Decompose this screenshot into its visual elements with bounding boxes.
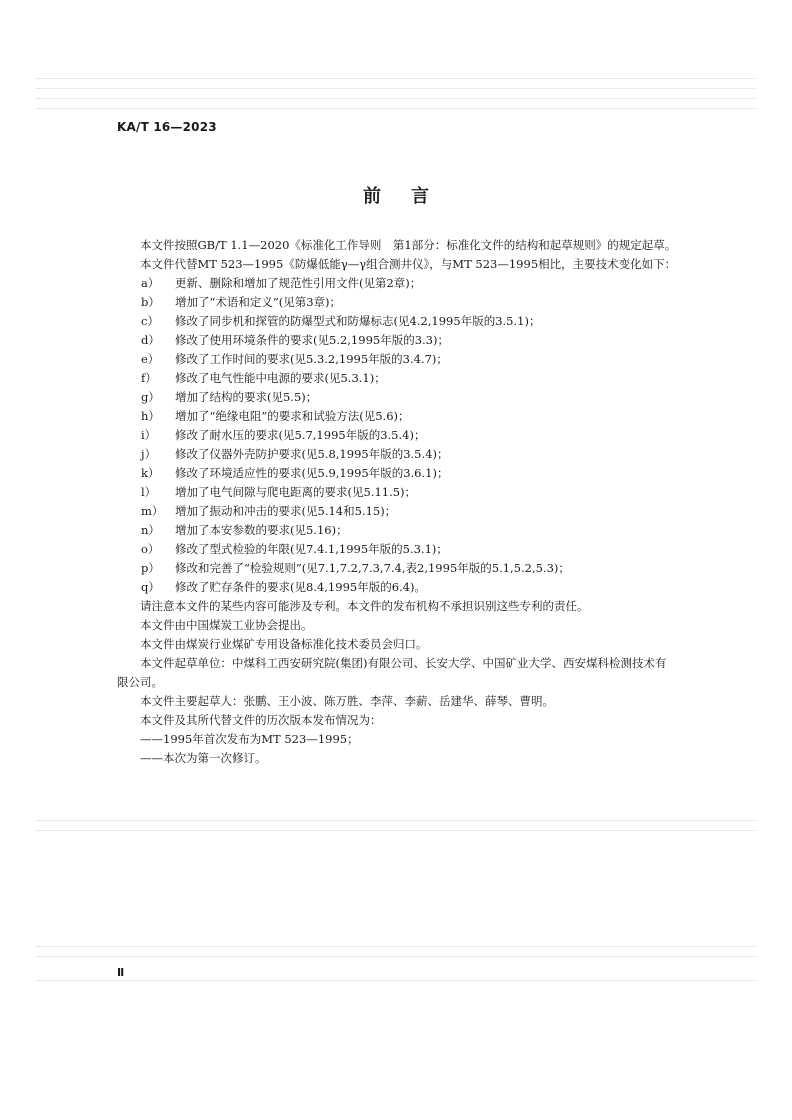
list-item-text: 修改了贮存条件的要求(见8.4,1995年版的6.4)。 bbox=[175, 580, 426, 594]
list-item-label: e） bbox=[141, 352, 160, 366]
list-item-text: 修改了耐水压的要求(见5.7,1995年版的3.5.4)； bbox=[175, 428, 426, 442]
list-item bbox=[117, 388, 677, 407]
drafters: 本文件主要起草人：张鹏、王小波、陈万胜、李萍、李薪、岳建华、薛琴、曹明。 bbox=[140, 694, 554, 708]
list-item bbox=[117, 274, 677, 293]
intro-paragraph: 本文件代替MT 523—1995《防爆低能γ—γ组合测井仪》，与MT 523—1995相比，主要技术变化如下： bbox=[140, 257, 677, 271]
drafting-units: 本文件起草单位：中煤科工西安研究院(集团)有限公司、长安大学、中国矿业大学、西安煤科检测技术有限公司。 bbox=[117, 656, 667, 689]
changes-list bbox=[117, 274, 677, 597]
list-item-label: j） bbox=[141, 447, 157, 461]
list-item-text: 增加了电气间隙与爬电距离的要求(见5.11.5)； bbox=[175, 485, 417, 499]
scan-line bbox=[36, 820, 756, 821]
intro-paragraph: 本文件按照GB/T 1.1—2020《标准化工作导则 第1部分：标准化文件的结构和起草规则》的规定起草。 bbox=[140, 238, 677, 252]
list-item bbox=[117, 407, 677, 426]
list-item bbox=[117, 578, 677, 597]
list-item bbox=[117, 445, 677, 464]
list-item-label: d） bbox=[141, 333, 160, 347]
list-item-text: 修改了使用环境条件的要求(见5.2,1995年版的3.3)； bbox=[175, 333, 449, 347]
list-item-label: n） bbox=[141, 523, 160, 537]
scan-line bbox=[36, 98, 756, 99]
list-item-text: 增加了振动和冲击的要求(见5.14和5.15)； bbox=[175, 504, 397, 518]
history-item: ——本次为第一次修订。 bbox=[140, 751, 267, 765]
list-item-text: 修改和完善了“检验规则”(见7.1,7.2,7.3,7.4,表2,1995年版的5.1,5.2,5.3)； bbox=[175, 561, 570, 575]
list-item-text: 增加了“术语和定义”(见第3章)； bbox=[175, 295, 342, 309]
scan-line bbox=[36, 108, 756, 109]
list-item-label: l） bbox=[141, 485, 157, 499]
list-item bbox=[117, 312, 677, 331]
history-intro: 本文件及其所代替文件的历次版本发布情况为： bbox=[140, 713, 382, 727]
page-title: 前言 bbox=[363, 186, 459, 207]
list-item-label: o） bbox=[141, 542, 160, 556]
list-item bbox=[117, 293, 677, 312]
list-item-text: 增加了结构的要求(见5.5)； bbox=[175, 390, 318, 404]
list-item-text: 修改了电气性能中电源的要求(见5.3.1)； bbox=[175, 371, 386, 385]
list-item-text: 修改了环境适应性的要求(见5.9,1995年版的3.6.1)； bbox=[175, 466, 449, 480]
list-item-label: f） bbox=[141, 371, 157, 385]
list-item-label: m） bbox=[141, 504, 164, 518]
list-item-label: i） bbox=[141, 428, 157, 442]
list-item bbox=[117, 502, 677, 521]
list-item-label: b） bbox=[141, 295, 160, 309]
list-item-label: p） bbox=[141, 561, 160, 575]
page-number: Ⅱ bbox=[117, 966, 125, 979]
list-item-label: q） bbox=[141, 580, 160, 594]
list-item-text: 增加了“绝缘电阻”的要求和试验方法(见5.6)； bbox=[175, 409, 410, 423]
list-item-label: a） bbox=[141, 276, 160, 290]
committee-note: 本文件由煤炭行业煤矿专用设备标准化技术委员会归口。 bbox=[140, 637, 428, 651]
list-item-text: 修改了型式检验的年限(见7.4.1,1995年版的5.3.1)； bbox=[175, 542, 448, 556]
patent-note: 请注意本文件的某些内容可能涉及专利。本文件的发布机构不承担识别这些专利的责任。 bbox=[140, 599, 589, 613]
list-item-text: 更新、删除和增加了规范性引用文件(见第2章)； bbox=[175, 276, 422, 290]
list-item-text: 修改了工作时间的要求(见5.3.2,1995年版的3.4.7)； bbox=[175, 352, 448, 366]
list-item-label: k） bbox=[141, 466, 160, 480]
list-item-text: 修改了仪器外壳防护要求(见5.8,1995年版的3.5.4)； bbox=[175, 447, 449, 461]
standard-code: KA/T 16—2023 bbox=[117, 120, 217, 134]
list-item bbox=[117, 540, 677, 559]
scan-line bbox=[36, 956, 756, 957]
list-item-text: 增加了本安参数的要求(见5.16)； bbox=[175, 523, 348, 537]
scan-line bbox=[36, 830, 756, 831]
scan-line bbox=[36, 980, 756, 981]
list-item bbox=[117, 331, 677, 350]
scan-line bbox=[36, 78, 756, 79]
proposer-note: 本文件由中国煤炭工业协会提出。 bbox=[140, 618, 313, 632]
list-item-text: 修改了同步机和探管的防爆型式和防爆标志(见4.2,1995年版的3.5.1)； bbox=[175, 314, 541, 328]
list-item-label: h） bbox=[141, 409, 160, 423]
list-item bbox=[117, 369, 677, 388]
list-item bbox=[117, 521, 677, 540]
list-item bbox=[117, 350, 677, 369]
list-item bbox=[117, 464, 677, 483]
document-body bbox=[117, 236, 677, 768]
list-item bbox=[117, 426, 677, 445]
scan-line bbox=[36, 88, 756, 89]
list-item-label: c） bbox=[141, 314, 159, 328]
list-item bbox=[117, 559, 677, 578]
scan-line bbox=[36, 946, 756, 947]
list-item bbox=[117, 483, 677, 502]
list-item-label: g） bbox=[141, 390, 160, 404]
history-item: ——1995年首次发布为MT 523—1995； bbox=[140, 732, 359, 746]
